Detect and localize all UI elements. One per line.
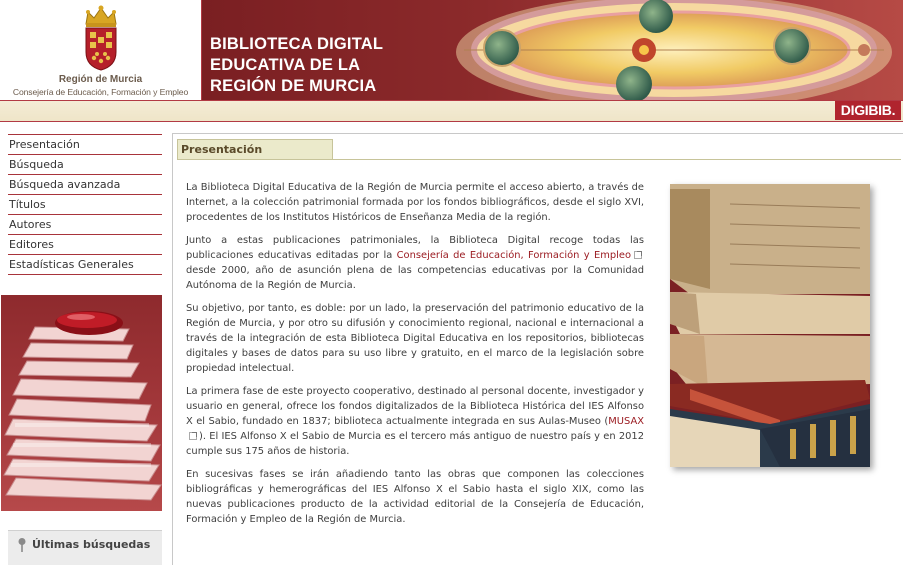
consejeria-link[interactable]: Consejería de Educación, Formación y Empleo: [396, 250, 632, 261]
digibib-logo[interactable]: DIGIBIB.: [835, 101, 901, 120]
consejeria-name: Consejería de Educación, Formación y Empleo: [12, 87, 189, 97]
region-name: Región de Murcia: [58, 74, 143, 85]
main-nav: [8, 134, 162, 275]
pin-icon: [16, 537, 28, 553]
sidebar-item-editores[interactable]: Editores: [8, 234, 162, 254]
sidebar-item-estadisticas[interactable]: Estadísticas Generales: [8, 254, 162, 275]
tab-divider: [177, 159, 901, 160]
sidebar: [0, 122, 172, 564]
stacked-books-mouse-image: [1, 295, 162, 511]
presentation-text: [186, 180, 644, 535]
recent-searches-title: Últimas búsquedas: [32, 538, 151, 551]
page-header: [0, 0, 903, 122]
musax-link[interactable]: MUSAX: [608, 416, 644, 427]
paragraph-text: La primera fase de este proyecto cooperativo, destinado al personal docente, investigador y usuario en general, ofrece los fondos digitalizados de la Biblioteca Histórica del IES Alfonso X el Sabio, fundado en 1837; biblioteca actualmente integrada en sus Aulas-Museo (: [186, 386, 644, 427]
banner: [202, 0, 903, 100]
external-link-icon: [189, 432, 197, 440]
site-title[interactable]: [210, 34, 440, 97]
site-title-line: BIBLIOTECA DIGITAL: [210, 35, 384, 53]
paragraph: [186, 233, 644, 293]
recent-searches-box: [8, 530, 162, 565]
external-link-icon: [634, 251, 642, 259]
site-title-line: REGIÓN DE MURCIA: [210, 77, 377, 95]
paragraph: Su objetivo, por tanto, es doble: por un lado, la preservación del patrimonio educativo de la Región de Murcia, y por otro su difusión y conocimiento regional, nacional e internacional a través de la integración de esta Biblioteca Digital Educativa en los repositorios, bibliotecas digitales y bases de datos para su uso libre y gratuito, en el marco de la legislación sobre propiedad intelectual.: [186, 303, 644, 374]
sidebar-item-presentacion[interactable]: Presentación: [8, 134, 162, 154]
header-strip: [0, 100, 903, 122]
sidebar-item-titulos[interactable]: Títulos: [8, 194, 162, 214]
sidebar-item-busqueda[interactable]: Búsqueda: [8, 154, 162, 174]
region-logo[interactable]: [0, 0, 202, 100]
tab-presentacion[interactable]: Presentación: [177, 139, 333, 159]
paragraph: En sucesivas fases se irán añadiendo tanto las obras que componen las colecciones bibliográficas y hemerográficas del IES Alfonso X el Sabio hasta el siglo XIX, como las nuevas publicaciones producto de la actividad editorial de la Consejería de Educación, Formación y Empleo de la Región de Murcia.: [186, 469, 644, 525]
paragraph-text: desde 2000, año de asunción plena de las competencias educativas por la Comunidad Autónoma de la Región de Murcia.: [186, 265, 644, 291]
site-title-line: EDUCATIVA DE LA: [210, 56, 361, 74]
old-books-photo: [670, 184, 870, 467]
coat-of-arms-icon: [80, 4, 122, 72]
paragraph-text: ). El IES Alfonso X el Sabio de Murcia es el tercero más antiguo de nuestro país y en 2012 cumple sus 175 años de historia.: [186, 431, 644, 457]
paragraph-text: Junto a estas publicaciones patrimoniales, la Biblioteca Digital recoge todas las publicaciones educativas editadas por la: [186, 235, 644, 261]
paragraph: La Biblioteca Digital Educativa de la Región de Murcia permite el acceso abierto, a través de Internet, a la colección patrimonial formada por los fondos bibliográficos, desde el siglo XVI, procedentes de los Institutos Históricos de Enseñanza Media de la región.: [186, 182, 644, 223]
orrery-illustration: [434, 0, 903, 100]
sidebar-item-busqueda-avanzada[interactable]: Búsqueda avanzada: [8, 174, 162, 194]
sidebar-item-autores[interactable]: Autores: [8, 214, 162, 234]
main-content: [172, 133, 903, 565]
paragraph: [186, 384, 644, 459]
